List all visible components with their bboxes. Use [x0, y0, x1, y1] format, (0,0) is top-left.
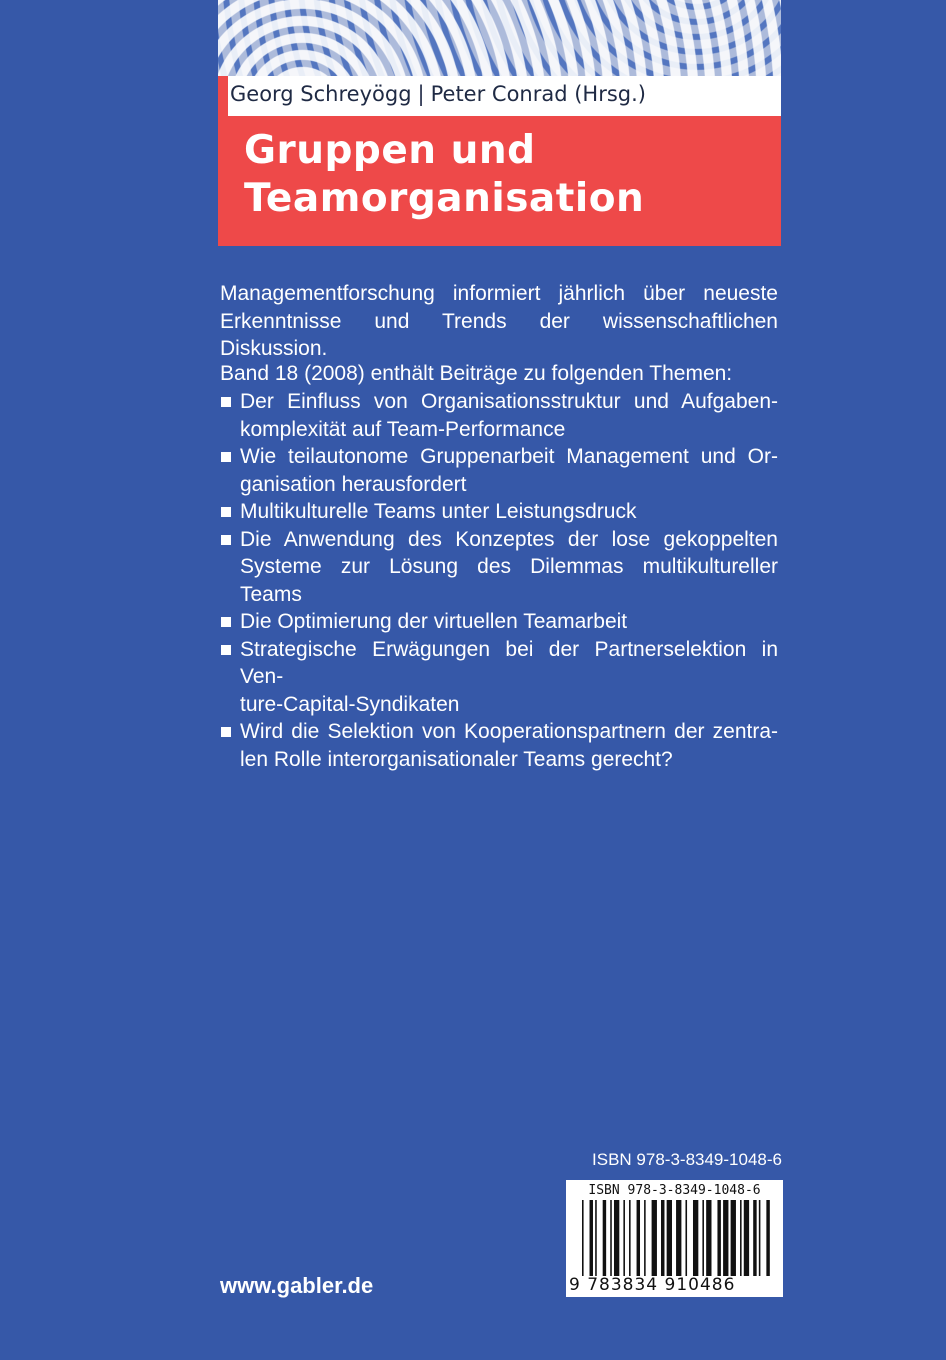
- topic-line: Wird die Selektion von Kooperationspartnern der zentra-: [240, 720, 778, 743]
- barcode-bar: [667, 1200, 672, 1276]
- barcode-bars: [582, 1200, 772, 1276]
- topic-line: Systeme zur Lösung des Dilemmas multikultureller Teams: [240, 555, 778, 606]
- barcode-bar: [637, 1200, 640, 1276]
- barcode-bar: [693, 1200, 698, 1276]
- author-separator: |: [417, 82, 425, 106]
- square-bullet-icon: [221, 727, 231, 737]
- list-item: [220, 718, 778, 773]
- barcode-bar: [644, 1200, 646, 1276]
- barcode-bar: [731, 1200, 736, 1276]
- barcode-bar: [723, 1200, 728, 1276]
- barcode-bar: [582, 1200, 584, 1276]
- topic-line: len Rolle interorganisationaler Teams gerecht?: [240, 747, 673, 771]
- list-item: [220, 526, 778, 609]
- square-bullet-icon: [221, 617, 231, 627]
- barcode-bar: [603, 1200, 606, 1276]
- topic-line: komplexität auf Team-Performance: [240, 417, 566, 441]
- barcode-bar: [706, 1200, 711, 1276]
- square-bullet-icon: [221, 397, 231, 407]
- barcode-bar: [685, 1200, 687, 1276]
- isbn-number: ISBN 978-3-8349-1048-6: [592, 1150, 782, 1169]
- editors: [230, 82, 646, 106]
- barcode-bar: [740, 1200, 742, 1276]
- barcode-bar: [629, 1200, 631, 1276]
- topic-line: Strategische Erwägungen bei der Partnerselektion in Ven-: [240, 637, 778, 688]
- barcode-bar: [753, 1200, 756, 1276]
- list-item: [220, 608, 778, 636]
- barcode-bar: [676, 1200, 681, 1276]
- barcode-digits: 9 783834 910486: [569, 1275, 736, 1295]
- barcode-bar: [652, 1200, 657, 1276]
- topic-line: Die Anwendung des Konzeptes der lose gekoppelten: [240, 527, 778, 551]
- barcode: [566, 1180, 783, 1297]
- band-intro: Band 18 (2008) enthält Beiträge zu folgenden Themen:: [220, 362, 733, 385]
- decorative-pattern: [218, 0, 781, 76]
- barcode-bar: [744, 1200, 749, 1276]
- square-bullet-icon: [221, 452, 231, 462]
- square-bullet-icon: [221, 645, 231, 655]
- list-item: [220, 636, 778, 719]
- barcode-bar: [610, 1200, 612, 1276]
- barcode-bar: [766, 1200, 769, 1276]
- list-item: [220, 388, 778, 443]
- title-line-1: Gruppen und: [244, 128, 536, 173]
- list-item: [220, 498, 778, 526]
- topic-line: Der Einfluss von Organisationsstruktur und Aufgaben-: [240, 390, 778, 413]
- author-1: Georg Schreyögg: [230, 82, 412, 106]
- topic-line: Wie teilautonome Gruppenarbeit Management und Or-: [240, 445, 778, 468]
- author-bar: [218, 76, 781, 116]
- square-bullet-icon: [221, 507, 231, 517]
- topic-line: Die Optimierung der virtuellen Teamarbeit: [240, 610, 628, 633]
- title-line-2: Teamorganisation: [244, 176, 645, 221]
- red-accent-tab: [218, 76, 228, 116]
- barcode-bar: [661, 1200, 664, 1276]
- topic-line: ture-Capital-Syndikaten: [240, 692, 460, 716]
- barcode-bar: [590, 1200, 593, 1276]
- barcode-isbn-label: ISBN 978-3-8349-1048-6: [588, 1183, 761, 1198]
- barcode-bar: [623, 1200, 625, 1276]
- author-2: Peter Conrad (Hrsg.): [430, 82, 646, 106]
- topic-line: Multikulturelle Teams unter Leistungsdruck: [240, 500, 637, 523]
- barcode-bar: [614, 1200, 619, 1276]
- title-box: [218, 116, 781, 246]
- square-bullet-icon: [221, 535, 231, 545]
- barcode-bar: [702, 1200, 704, 1276]
- publisher-url[interactable]: www.gabler.de: [220, 1273, 374, 1298]
- intro-paragraph: Managementforschung informiert jährlich über neueste Erkenntnisse und Trends der wissenschaftlichen Diskussion.: [220, 282, 778, 360]
- barcode-bar: [595, 1200, 597, 1276]
- topic-line: ganisation herausfordert: [240, 472, 467, 496]
- list-item: [220, 443, 778, 498]
- barcode-bar: [717, 1200, 720, 1276]
- topic-list: [220, 388, 778, 773]
- barcode-bar: [759, 1200, 761, 1276]
